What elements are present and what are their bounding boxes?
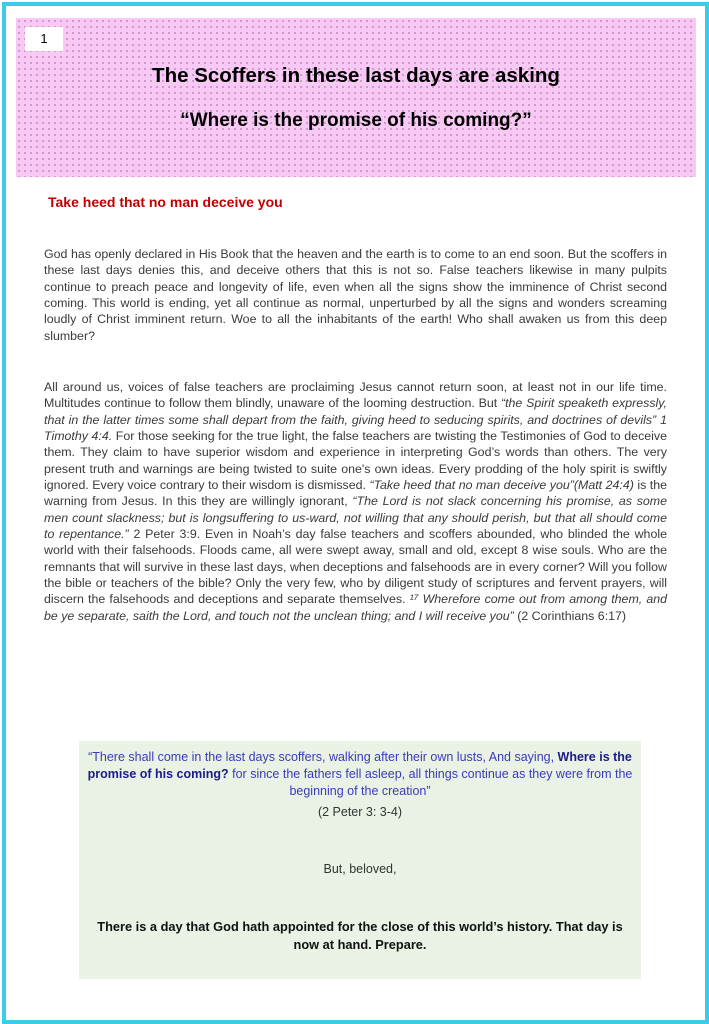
quote-reference: (2 Peter 3: 3-4)	[317, 805, 403, 819]
page-number: 1	[25, 27, 63, 51]
quote-box	[79, 741, 641, 979]
scripture-quote-timothy: “the Spirit speaketh expressly, that in the latter times some shall depart from the faith, giving heed to seducing spirits, and doctrines of devils” 1 Timothy 4:4.	[44, 396, 667, 444]
header-banner	[16, 18, 696, 177]
page-subtitle: “Where is the promise of his coming?”	[180, 110, 532, 131]
featured-quote	[87, 749, 633, 800]
paragraph-2-text-5: (2 Corinthians 6:17)	[513, 608, 627, 623]
paragraph-2	[44, 379, 667, 624]
featured-quote-part-2: for since the fathers fell asleep, all things continue as they were from the beginning of the creation”	[228, 767, 633, 798]
featured-quote-part-1: “There shall come in the last days scoffers, walking after their own lusts, And saying,	[88, 750, 558, 764]
scripture-quote-peter: “The Lord is not slack concerning his promise, as some men count slackness; but is longsuffering to us-ward, not willing that any should perish, but that all should come to repentance.”	[44, 494, 667, 542]
page-title: The Scoffers in these last days are asking	[152, 64, 560, 87]
beloved-line: But, beloved,	[323, 862, 397, 876]
closing-statement: There is a day that God hath appointed for the close of this world’s history. That day is now at hand. Prepare.	[97, 919, 623, 952]
featured-quote-highlight: Where is the promise of his coming?	[87, 750, 632, 781]
page-frame	[2, 2, 709, 1024]
paragraph-1: God has openly declared in His Book that the heaven and the earth is to come to an end soon. But the scoffers in these last days denies this, and deceive others that this is not so. False teachers likewise in many pulpits continue to preach peace and longevity of life, even when all the signs show the imminence of Christ second coming. This world is ending, yet all continue as normal, unperturbed by all the signs and wonders screaming loudly of Christ imminent return. Woe to all the inhabitants of the earth! Who shall awaken us from this deep slumber?	[44, 247, 667, 343]
scripture-quote-corinthians: ¹⁷ Wherefore come out from among them, and be ye separate, saith the Lord, and touch not the unclean thing; and I will receive you”	[44, 592, 668, 623]
paragraph-2-text-1: All around us, voices of false teachers are proclaiming Jesus cannot return soon, at least not in our life time. Multitudes continue to follow them blindly, unaware of the looming destruction. But	[44, 380, 667, 411]
section-heading: Take heed that no man deceive you	[48, 194, 283, 210]
paragraph-2-text-4: 2 Peter 3:9. Even in Noah’s day false teachers and scoffers abounded, who blinded the whole world with their falsehoods. Floods came, all were swept away, small and old, except 8 wise souls. Who are the remnants that will survive in these last days, when deceptions and falsehoods are in every corner? Will you follow the bible or teachers of the bible? Only the very few, who by diligent study of scriptures and fervent prayers, will discern the falsehoods and deceptions and separate themselves.	[44, 527, 667, 607]
scripture-quote-matthew: “Take heed that no man deceive you”(Matt 24:4)	[369, 478, 634, 493]
paragraph-2-text-2: For those seeking for the true light, the false teachers are twisting the Testimonies of God to deceive them. They claim to have superior wisdom and experience in interpreting God’s words than others. The very present truth and warnings are being twisted to suite one's own ideas. Every prodding of the holy spirit is swiftly ignored. Every voice contrary to their wisdom is dismissed.	[44, 429, 667, 493]
paragraph-2-text-3: is the warning from Jesus. In this they are willingly ignorant,	[44, 478, 667, 509]
